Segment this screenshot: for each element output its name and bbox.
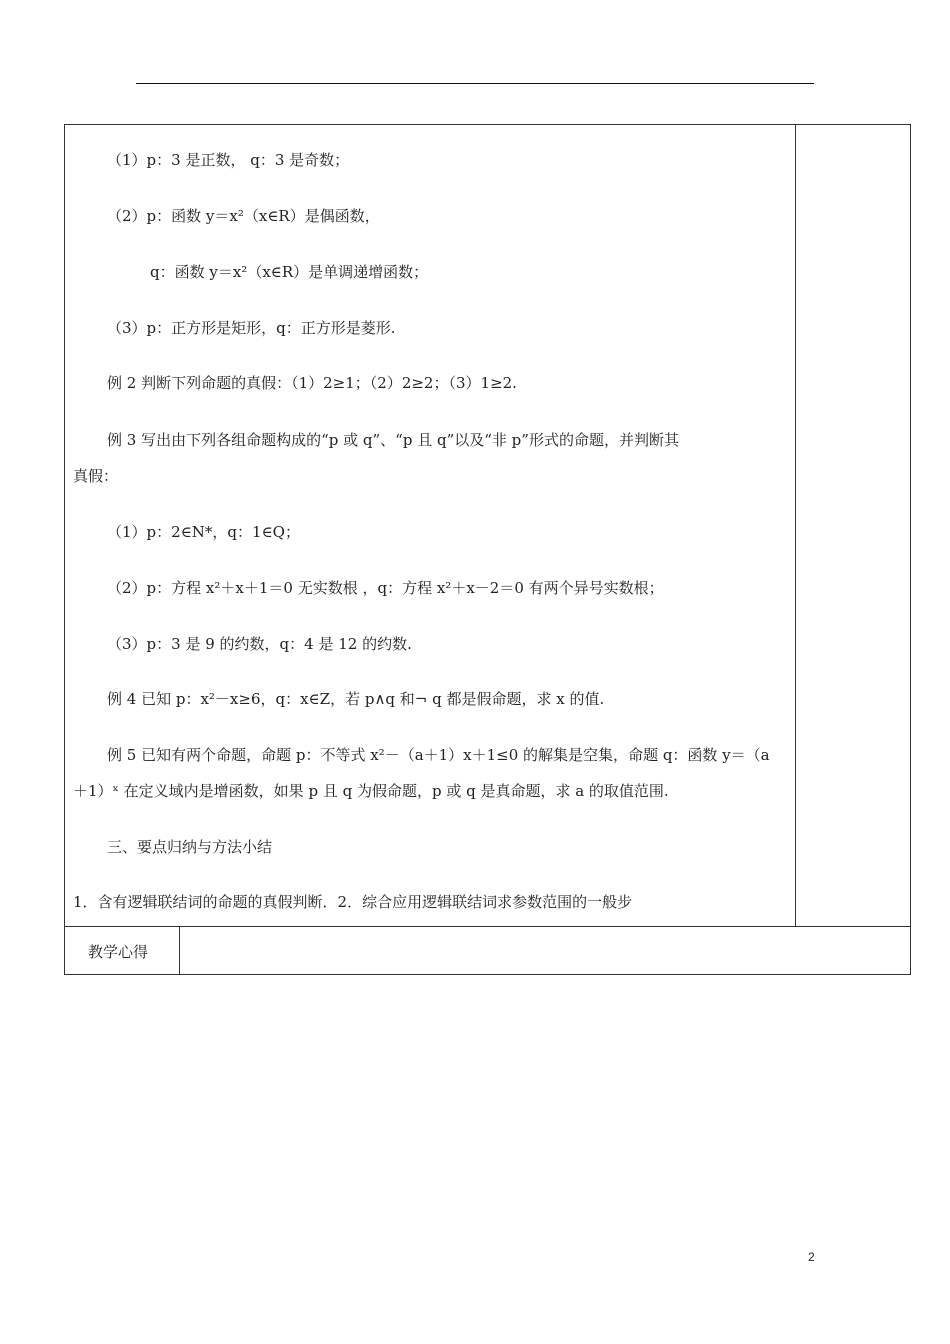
header-rule [136,83,814,84]
text-line: q：函数 y＝x²（x∈R）是单调递增函数； [150,263,429,281]
teaching-notes-label: 教学心得 [88,943,149,961]
text-line: （2）p：方程 x²＋x＋1＝0 无实数根 ，q：方程 x²＋x－2＝0 有两个异号实数根； [107,579,664,597]
text-line: ＋1）ˣ 在定义域内是增函数，如果 p 且 q 为假命题，p 或 q 是真命题，求 a 的取值范围. [73,782,669,800]
page-number: 2 [808,1250,815,1264]
table-row-divider [64,926,911,927]
text-line: （3）p：3 是 9 的约数，q：4 是 12 的约数. [107,635,412,653]
text-line: （1）p：2∈N*，q：1∈Q； [107,523,300,541]
example-5: 例 5 已知有两个命题，命题 p：不等式 x²－（a＋1）x＋1≤0 的解集是空集，命题 q：函数 y＝（a [107,746,770,764]
footer-cell-divider [179,926,180,975]
table-column-divider [795,124,796,926]
text-line: （1）p：3 是正数， q：3 是奇数； [107,151,350,169]
text-line: 真假： [73,467,119,485]
example-4: 例 4 已知 p：x²－x≥6，q：x∈Z，若 p∧q 和¬ q 都是假命题，求 x 的值. [107,690,605,708]
section-heading: 三、要点归纳与方法小结 [107,838,273,856]
text-line: （3）p：正方形是矩形，q：正方形是菱形. [107,319,396,337]
text-line: （2）p：函数 y＝x²（x∈R）是偶函数， [107,207,380,225]
example-3: 例 3 写出由下列各组命题构成的“p 或 q”、“p 且 q”以及“非 p”形式的命题，并判断其 [107,431,679,449]
summary-line: 1．含有逻辑联结词的命题的真假判断．2．综合应用逻辑联结词求参数范围的一般步 [73,893,633,911]
example-2: 例 2 判断下列命题的真假：（1）2≥1；（2）2≥2；（3）1≥2. [107,374,517,392]
